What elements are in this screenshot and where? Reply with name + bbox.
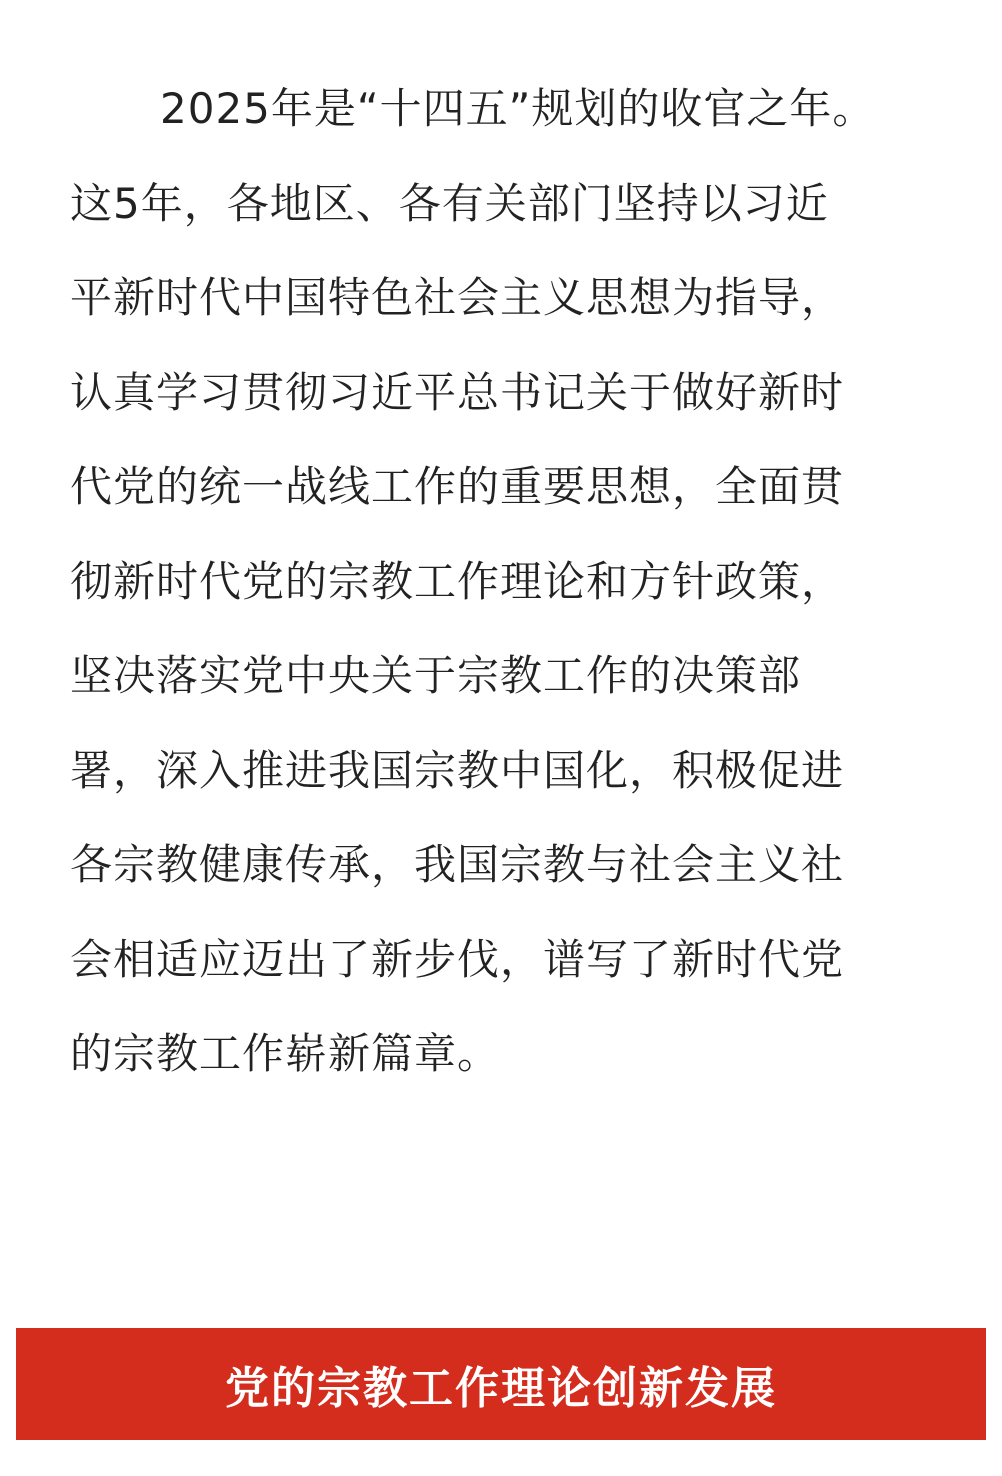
paragraph-line: 各宗教健康传承，我国宗教与社会主义社 bbox=[70, 840, 845, 889]
section-title: 党的宗教工作理论创新发展 bbox=[225, 1363, 777, 1414]
paragraph-line: 坚决落实党中央关于宗教工作的决策部 bbox=[70, 651, 802, 700]
paragraph-line: 认真学习贯彻习近平总书记关于做好新时 bbox=[70, 367, 845, 417]
paragraph-line: 署，深入推进我国宗教中国化，积极促进 bbox=[70, 745, 845, 795]
article-body bbox=[70, 62, 920, 1102]
paragraph-line: 彻新时代党的宗教工作理论和方针政策， bbox=[70, 556, 845, 606]
article-paragraph bbox=[70, 62, 920, 1102]
paragraph-line: 会相适应迈出了新步伐，谱写了新时代党 bbox=[70, 934, 845, 984]
section-banner bbox=[16, 1328, 986, 1440]
paragraph-line: 代党的统一战线工作的重要思想，全面贯 bbox=[70, 462, 845, 511]
paragraph-line: 平新时代中国特色社会主义思想为指导， bbox=[70, 273, 845, 322]
paragraph-line: 的宗教工作崭新篇章。 bbox=[70, 1029, 501, 1078]
paragraph-line: 2025年是“十四五”规划的收官之年。 bbox=[160, 84, 876, 133]
paragraph-line: 这5年，各地区、各有关部门坚持以习近 bbox=[70, 178, 829, 228]
